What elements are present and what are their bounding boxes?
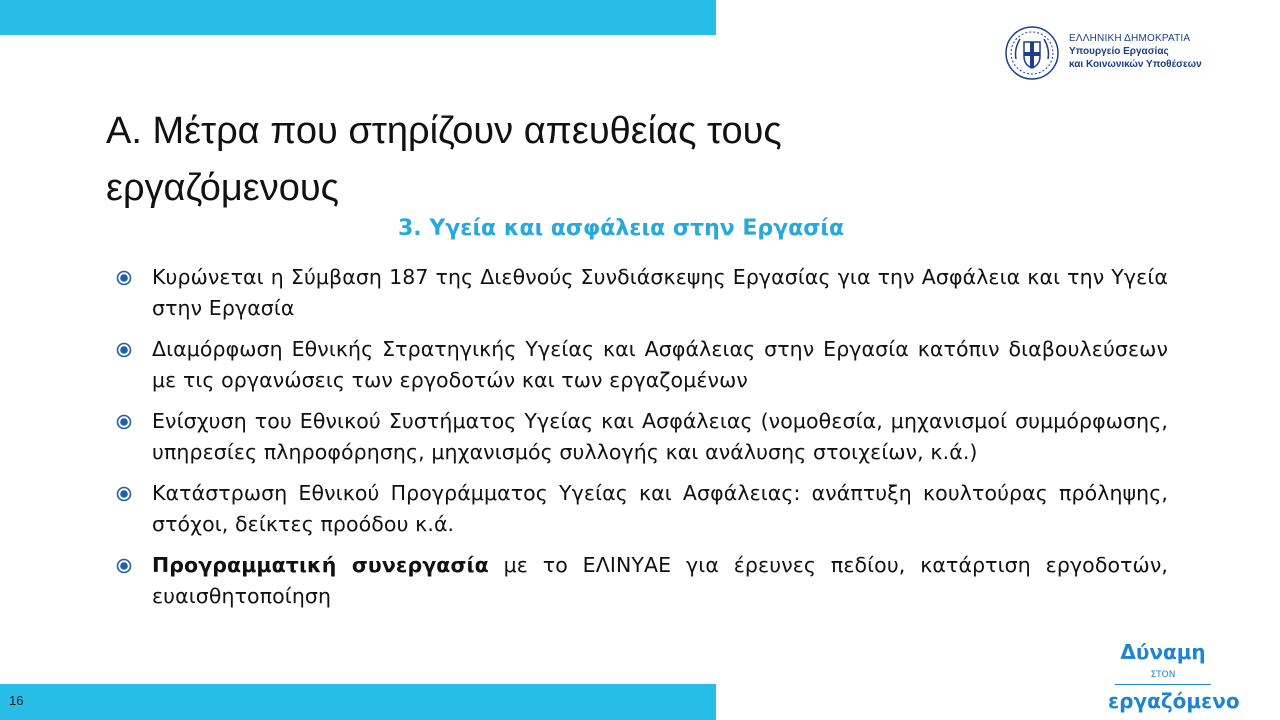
radio-bullet-icon xyxy=(116,558,132,574)
radio-bullet-icon xyxy=(116,486,132,502)
radio-bullet-icon xyxy=(116,270,132,286)
ministry-logo xyxy=(1004,25,1234,85)
bullet-list xyxy=(112,262,1168,622)
bullet-item xyxy=(112,262,1168,324)
greek-emblem-icon xyxy=(1004,25,1060,81)
bullet-text: με το ΕΛΙΝΥΑΕ για έρευνες πεδίου, κατάρτιση εργοδοτών, ευαισθητοποίηση xyxy=(152,553,1168,608)
slogan-line1: Δύναμη xyxy=(1120,640,1206,664)
bullet-bold-text: Προγραμματική συνεργασία xyxy=(152,553,489,577)
bullet-item xyxy=(112,406,1168,468)
slogan-line3: εργαζόμενο xyxy=(1108,689,1240,713)
bullet-item xyxy=(112,334,1168,396)
ministry-name-line1: Υπουργείο Εργασίας xyxy=(1069,46,1169,57)
bullet-text: Ενίσχυση του Εθνικού Συστήματος Υγείας και Ασφάλειας (νομοθεσία, μηχανισμοί συμμόρφωσης, υπηρεσίες πληροφόρησης, μηχανισμός συλλογής και ανάλυσης στοιχείων, κ.ά.) xyxy=(152,409,1168,464)
radio-bullet-icon xyxy=(116,414,132,430)
ministry-name xyxy=(1069,32,1202,71)
bullet-text: Κυρώνεται η Σύμβαση 187 της Διεθνούς Συνδιάσκεψης Εργασίας για την Ασφάλεια και την Υγεία στην Εργασία xyxy=(152,265,1168,320)
section-subtitle: 3. Υγεία και ασφάλεια στην Εργασία xyxy=(398,216,845,241)
bullet-text: Κατάστρωση Εθνικού Προγράμματος Υγείας και Ασφάλειας: ανάπτυξη κουλτούρας πρόληψης, στόχοι, δείκτες προόδου κ.ά. xyxy=(152,481,1168,536)
top-accent-bar xyxy=(0,0,716,35)
bullet-item xyxy=(112,478,1168,540)
slogan-line2: ΣΤΟΝ xyxy=(1150,670,1176,680)
bullet-item xyxy=(112,550,1168,612)
ministry-name-line2: και Κοινωνικών Υποθέσεων xyxy=(1069,59,1202,70)
bullet-text: Διαμόρφωση Εθνικής Στρατηγικής Υγείας και Ασφάλειας στην Εργασία κατόπιν διαβουλεύσεων με τις οργανώσεις των εργοδοτών και των εργαζομένων xyxy=(152,337,1168,392)
page-number: 16 xyxy=(9,693,24,708)
radio-bullet-icon xyxy=(116,342,132,358)
slide-title: Α. Μέτρα που στηρίζουν απευθείας τους εργαζόμενους xyxy=(106,110,782,209)
bottom-accent-bar xyxy=(0,684,716,720)
campaign-logo xyxy=(1108,640,1240,713)
slogan-divider xyxy=(1115,684,1211,685)
country-name: ΕΛΛΗΝΙΚΗ ΔΗΜΟΚΡΑΤΙΑ xyxy=(1069,33,1191,44)
